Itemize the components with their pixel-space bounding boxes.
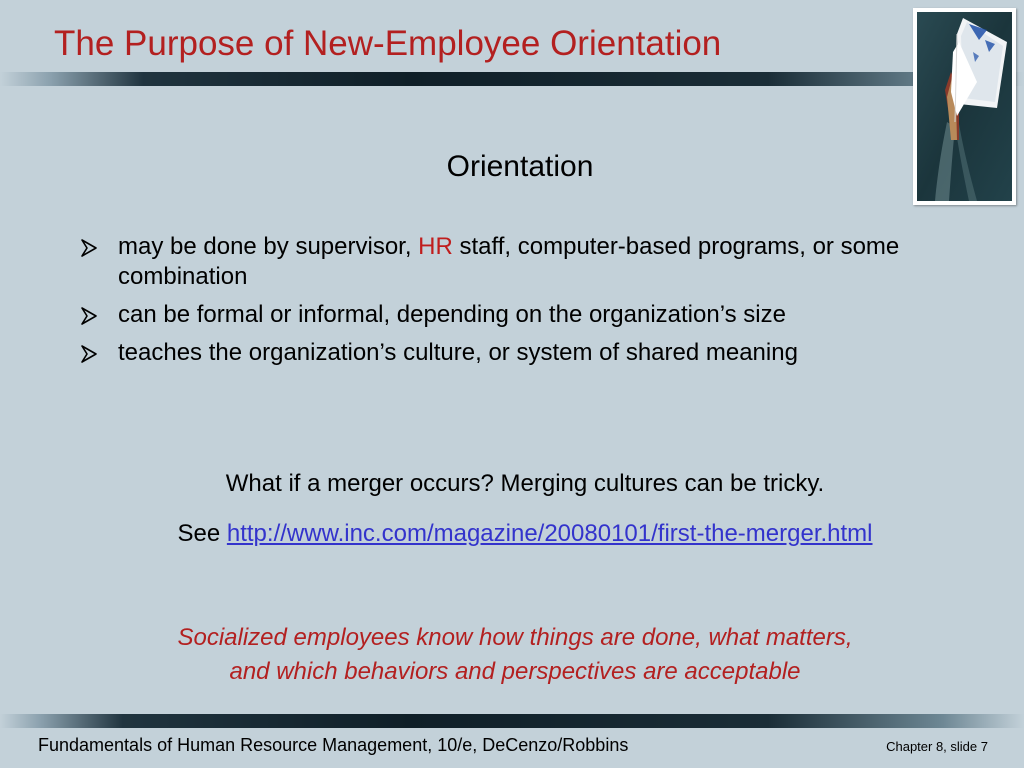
socialized-line-1: Socialized employees know how things are done, what matters, <box>177 624 853 651</box>
bullet-text-continued: staff, computer-based programs, or some combination <box>118 233 900 290</box>
merger-article-link[interactable]: http://www.inc.com/magazine/20080101/first-the-merger.html <box>226 520 873 547</box>
bottom-divider <box>0 714 1024 728</box>
section-subtitle: Orientation <box>446 150 594 183</box>
bullet-text: may be done by supervisor, <box>118 233 419 260</box>
bullet-highlight: HR <box>418 233 453 260</box>
bullet-text: can be formal or informal, depending on the organization’s size <box>118 301 786 328</box>
slide-title: The Purpose of New-Employee Orientation <box>54 24 722 63</box>
bullet-text: teaches the organization’s culture, or system of shared meaning <box>118 339 798 366</box>
arrowhead-bullet-icon <box>80 307 98 325</box>
arrowhead-bullet-icon <box>80 239 98 257</box>
footer-book-title: Fundamentals of Human Resource Management, 10/e, DeCenzo/Robbins <box>38 735 629 755</box>
bullet-item <box>78 232 948 292</box>
footer-slide-number: Chapter 8, slide 7 <box>886 739 988 754</box>
top-divider <box>0 72 1024 86</box>
socialized-line-2: and which behaviors and perspectives are acceptable <box>229 658 801 685</box>
reference-line <box>0 520 1024 548</box>
merger-question: What if a merger occurs? Merging cultures can be tricky. <box>225 470 825 497</box>
bullet-item <box>78 300 948 330</box>
reference-prefix: See <box>177 520 227 547</box>
socialized-statement <box>0 621 1024 689</box>
bullet-list <box>78 232 948 376</box>
arrowhead-bullet-icon <box>80 345 98 363</box>
bullet-item <box>78 338 948 368</box>
